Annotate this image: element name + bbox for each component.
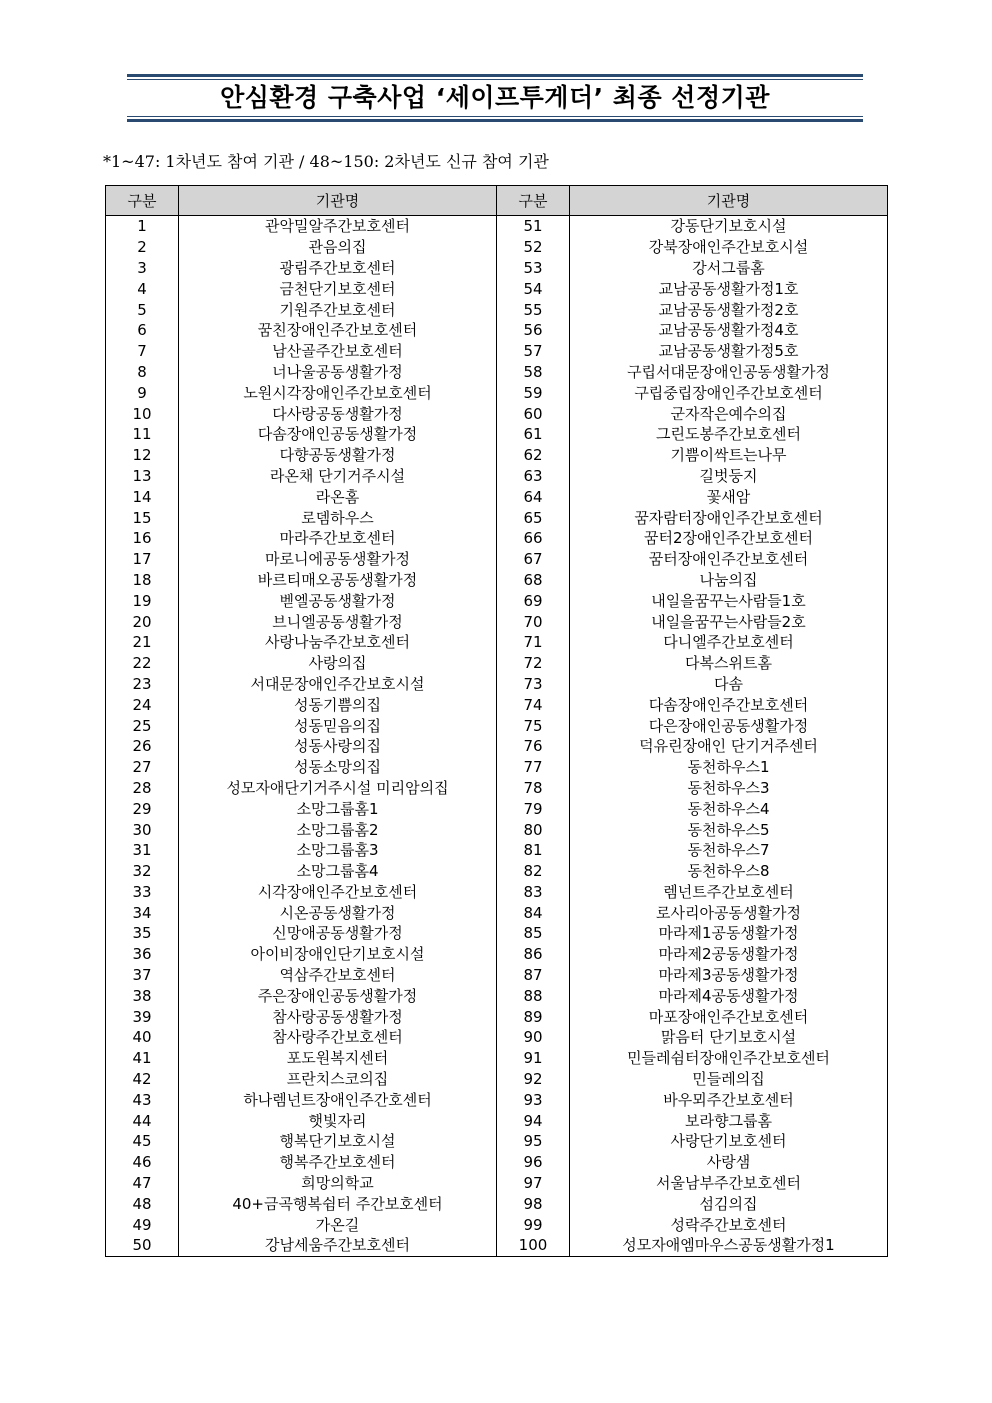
table-body xyxy=(106,216,888,1257)
institution-name-left: 관음의집 xyxy=(179,237,497,258)
row-number-right: 96 xyxy=(497,1152,570,1173)
institution-name-left: 강남세움주간보호센터 xyxy=(179,1235,497,1256)
institution-name-right: 민들레의집 xyxy=(570,1069,888,1090)
institution-name-left: 소망그룹홈1 xyxy=(179,798,497,819)
institution-name-left: 소망그룹홈3 xyxy=(179,840,497,861)
institution-name-left: 신망애공동생활가정 xyxy=(179,923,497,944)
institution-name-right: 동천하우스5 xyxy=(570,819,888,840)
row-number-left: 46 xyxy=(106,1152,179,1173)
row-number-left: 25 xyxy=(106,715,179,736)
institution-table xyxy=(105,185,888,1257)
row-number-right: 72 xyxy=(497,653,570,674)
row-number-left: 2 xyxy=(106,237,179,258)
institution-name-left: 라온채 단기거주시설 xyxy=(179,466,497,487)
table-row xyxy=(106,736,888,757)
row-number-left: 45 xyxy=(106,1131,179,1152)
institution-name-left: 브니엘공동생활가정 xyxy=(179,611,497,632)
row-number-right: 68 xyxy=(497,570,570,591)
table-row xyxy=(106,632,888,653)
row-number-right: 75 xyxy=(497,715,570,736)
row-number-left: 31 xyxy=(106,840,179,861)
institution-name-left: 성동믿음의집 xyxy=(179,715,497,736)
institution-name-left: 광림주간보호센터 xyxy=(179,258,497,279)
institution-name-right: 강북장애인주간보호시설 xyxy=(570,237,888,258)
row-number-right: 77 xyxy=(497,757,570,778)
table-row xyxy=(106,341,888,362)
table-row xyxy=(106,445,888,466)
institution-name-right: 로사리아공동생활가정 xyxy=(570,902,888,923)
row-number-left: 14 xyxy=(106,486,179,507)
row-number-left: 48 xyxy=(106,1193,179,1214)
institution-name-left: 포도원복지센터 xyxy=(179,1048,497,1069)
row-number-left: 10 xyxy=(106,403,179,424)
row-number-left: 40 xyxy=(106,1027,179,1048)
row-number-right: 64 xyxy=(497,486,570,507)
row-number-right: 58 xyxy=(497,362,570,383)
table-row xyxy=(106,1131,888,1152)
institution-name-left: 아이비장애인단기보호시설 xyxy=(179,944,497,965)
table-row xyxy=(106,944,888,965)
table-row xyxy=(106,1069,888,1090)
row-number-left: 21 xyxy=(106,632,179,653)
institution-name-right: 꽃새암 xyxy=(570,486,888,507)
table-row xyxy=(106,216,888,237)
row-number-left: 27 xyxy=(106,757,179,778)
table-row xyxy=(106,902,888,923)
table-row xyxy=(106,1214,888,1235)
institution-name-right: 구립중립장애인주간보호센터 xyxy=(570,382,888,403)
institution-name-left: 햇빛자리 xyxy=(179,1110,497,1131)
row-number-left: 42 xyxy=(106,1069,179,1090)
row-number-right: 65 xyxy=(497,507,570,528)
row-number-left: 29 xyxy=(106,798,179,819)
institution-name-left: 주은장애인공동생활가정 xyxy=(179,985,497,1006)
institution-name-left: 가온길 xyxy=(179,1214,497,1235)
institution-name-right: 동천하우스1 xyxy=(570,757,888,778)
institution-name-left: 40+금곡행복쉼터 주간보호센터 xyxy=(179,1193,497,1214)
table-row xyxy=(106,840,888,861)
row-number-right: 93 xyxy=(497,1089,570,1110)
table-row xyxy=(106,1193,888,1214)
institution-name-right: 보라향그룹홈 xyxy=(570,1110,888,1131)
row-number-left: 24 xyxy=(106,694,179,715)
institution-name-left: 희망의학교 xyxy=(179,1173,497,1194)
title-rule-top xyxy=(127,74,863,77)
institution-name-left: 다사랑공동생활가정 xyxy=(179,403,497,424)
institution-name-left: 벧엘공동생활가정 xyxy=(179,590,497,611)
table-row xyxy=(106,1027,888,1048)
institution-name-right: 동천하우스7 xyxy=(570,840,888,861)
row-number-left: 15 xyxy=(106,507,179,528)
row-number-left: 11 xyxy=(106,424,179,445)
table-row xyxy=(106,424,888,445)
institution-name-right: 성모자애엠마우스공동생활가정1 xyxy=(570,1235,888,1256)
institution-name-right: 다솜 xyxy=(570,674,888,695)
row-number-right: 90 xyxy=(497,1027,570,1048)
row-number-left: 37 xyxy=(106,965,179,986)
header-number-left: 구분 xyxy=(106,186,179,216)
institution-name-right: 교남공동생활가정5호 xyxy=(570,341,888,362)
row-number-left: 49 xyxy=(106,1214,179,1235)
institution-name-left: 성동기쁨의집 xyxy=(179,694,497,715)
row-number-left: 44 xyxy=(106,1110,179,1131)
institution-name-left: 성동사랑의집 xyxy=(179,736,497,757)
institution-name-left: 다향공동생활가정 xyxy=(179,445,497,466)
table-row xyxy=(106,570,888,591)
institution-name-right: 민들레쉼터장애인주간보호센터 xyxy=(570,1048,888,1069)
institution-name-right: 그린도봉주간보호센터 xyxy=(570,424,888,445)
institution-name-left: 기원주간보호센터 xyxy=(179,299,497,320)
row-number-right: 54 xyxy=(497,278,570,299)
table-row xyxy=(106,299,888,320)
row-number-left: 20 xyxy=(106,611,179,632)
institution-name-left: 마라주간보호센터 xyxy=(179,528,497,549)
row-number-left: 19 xyxy=(106,590,179,611)
row-number-left: 12 xyxy=(106,445,179,466)
table-row xyxy=(106,611,888,632)
table-row xyxy=(106,861,888,882)
table-row xyxy=(106,694,888,715)
row-number-right: 100 xyxy=(497,1235,570,1256)
institution-name-left: 마로니에공동생활가정 xyxy=(179,549,497,570)
row-number-left: 4 xyxy=(106,278,179,299)
institution-name-right: 내일을꿈꾸는사람들1호 xyxy=(570,590,888,611)
row-number-left: 50 xyxy=(106,1235,179,1256)
institution-name-right: 나눔의집 xyxy=(570,570,888,591)
row-number-right: 83 xyxy=(497,882,570,903)
institution-name-left: 참사랑공동생활가정 xyxy=(179,1006,497,1027)
row-number-right: 59 xyxy=(497,382,570,403)
row-number-right: 88 xyxy=(497,985,570,1006)
row-number-right: 60 xyxy=(497,403,570,424)
institution-name-right: 동천하우스3 xyxy=(570,778,888,799)
row-number-left: 47 xyxy=(106,1173,179,1194)
row-number-right: 62 xyxy=(497,445,570,466)
institution-name-left: 남산골주간보호센터 xyxy=(179,341,497,362)
table-row xyxy=(106,486,888,507)
institution-name-right: 마라제1공동생활가정 xyxy=(570,923,888,944)
row-number-right: 63 xyxy=(497,466,570,487)
institution-name-left: 성동소망의집 xyxy=(179,757,497,778)
row-number-left: 36 xyxy=(106,944,179,965)
row-number-right: 61 xyxy=(497,424,570,445)
row-number-left: 18 xyxy=(106,570,179,591)
row-number-left: 22 xyxy=(106,653,179,674)
table-row xyxy=(106,985,888,1006)
row-number-right: 80 xyxy=(497,819,570,840)
table-row xyxy=(106,653,888,674)
institution-name-left: 행복단기보호시설 xyxy=(179,1131,497,1152)
table-row xyxy=(106,1048,888,1069)
institution-name-right: 다은장애인공동생활가정 xyxy=(570,715,888,736)
table-row xyxy=(106,882,888,903)
table-row xyxy=(106,1110,888,1131)
row-number-right: 73 xyxy=(497,674,570,695)
table-row xyxy=(106,1006,888,1027)
row-number-left: 8 xyxy=(106,362,179,383)
row-number-right: 52 xyxy=(497,237,570,258)
institution-name-right: 맑음터 단기보호시설 xyxy=(570,1027,888,1048)
institution-name-left: 라온홈 xyxy=(179,486,497,507)
row-number-left: 39 xyxy=(106,1006,179,1027)
institution-name-left: 관악밀알주간보호센터 xyxy=(179,216,497,237)
row-number-right: 79 xyxy=(497,798,570,819)
table-row xyxy=(106,403,888,424)
table-row xyxy=(106,320,888,341)
row-number-left: 5 xyxy=(106,299,179,320)
table-row xyxy=(106,590,888,611)
row-number-right: 81 xyxy=(497,840,570,861)
row-number-left: 16 xyxy=(106,528,179,549)
institution-name-right: 군자작은예수의집 xyxy=(570,403,888,424)
row-number-left: 3 xyxy=(106,258,179,279)
row-number-right: 74 xyxy=(497,694,570,715)
table-row xyxy=(106,674,888,695)
row-number-left: 26 xyxy=(106,736,179,757)
row-number-right: 76 xyxy=(497,736,570,757)
institution-name-left: 다솜장애인공동생활가정 xyxy=(179,424,497,445)
row-number-right: 67 xyxy=(497,549,570,570)
table-row xyxy=(106,798,888,819)
row-number-left: 35 xyxy=(106,923,179,944)
row-number-left: 41 xyxy=(106,1048,179,1069)
table-row xyxy=(106,1089,888,1110)
institution-name-right: 구립서대문장애인공동생활가정 xyxy=(570,362,888,383)
table-row xyxy=(106,549,888,570)
institution-name-right: 성락주간보호센터 xyxy=(570,1214,888,1235)
institution-name-left: 역삼주간보호센터 xyxy=(179,965,497,986)
table-row xyxy=(106,362,888,383)
row-number-left: 9 xyxy=(106,382,179,403)
row-number-right: 51 xyxy=(497,216,570,237)
institution-name-left: 시온공동생활가정 xyxy=(179,902,497,923)
row-number-left: 34 xyxy=(106,902,179,923)
row-number-left: 13 xyxy=(106,466,179,487)
institution-name-left: 프란치스코의집 xyxy=(179,1069,497,1090)
row-number-right: 71 xyxy=(497,632,570,653)
institution-name-right: 다니엘주간보호센터 xyxy=(570,632,888,653)
title-rule-bottom-thin xyxy=(127,116,863,117)
row-number-left: 23 xyxy=(106,674,179,695)
row-number-right: 99 xyxy=(497,1214,570,1235)
institution-name-left: 시각장애인주간보호센터 xyxy=(179,882,497,903)
table-row xyxy=(106,278,888,299)
row-number-right: 69 xyxy=(497,590,570,611)
institution-name-right: 길벗둥지 xyxy=(570,466,888,487)
institution-name-left: 로뎀하우스 xyxy=(179,507,497,528)
row-number-left: 17 xyxy=(106,549,179,570)
institution-name-left: 노원시각장애인주간보호센터 xyxy=(179,382,497,403)
table-row xyxy=(106,1173,888,1194)
table-row xyxy=(106,466,888,487)
institution-name-right: 꿈터장애인주간보호센터 xyxy=(570,549,888,570)
institution-name-right: 섬김의집 xyxy=(570,1193,888,1214)
institution-name-left: 너나울공동생활가정 xyxy=(179,362,497,383)
header-name-left: 기관명 xyxy=(179,186,497,216)
row-number-right: 87 xyxy=(497,965,570,986)
institution-name-right: 교남공동생활가정4호 xyxy=(570,320,888,341)
table-row xyxy=(106,757,888,778)
page-title: 안심환경 구축사업 ‘세이프투게더’ 최종 선정기관 xyxy=(220,83,770,112)
row-number-right: 66 xyxy=(497,528,570,549)
row-number-left: 33 xyxy=(106,882,179,903)
table-row xyxy=(106,237,888,258)
row-number-right: 82 xyxy=(497,861,570,882)
institution-name-right: 다복스위트홈 xyxy=(570,653,888,674)
institution-name-right: 마라제4공동생활가정 xyxy=(570,985,888,1006)
row-number-left: 32 xyxy=(106,861,179,882)
row-number-right: 78 xyxy=(497,778,570,799)
institution-name-left: 행복주간보호센터 xyxy=(179,1152,497,1173)
participation-note: *1~47: 1차년도 참여 기관 / 48~150: 2차년도 신규 참여 기관 xyxy=(103,152,549,171)
table-row xyxy=(106,382,888,403)
institution-name-right: 바우뫼주간보호센터 xyxy=(570,1089,888,1110)
table-row xyxy=(106,507,888,528)
institution-name-right: 사랑단기보호센터 xyxy=(570,1131,888,1152)
institution-name-left: 바르티매오공동생활가정 xyxy=(179,570,497,591)
row-number-right: 55 xyxy=(497,299,570,320)
institution-name-left: 사랑나눔주간보호센터 xyxy=(179,632,497,653)
table-row xyxy=(106,715,888,736)
institution-name-right: 강동단기보호시설 xyxy=(570,216,888,237)
row-number-right: 56 xyxy=(497,320,570,341)
row-number-right: 95 xyxy=(497,1131,570,1152)
row-number-left: 38 xyxy=(106,985,179,1006)
institution-name-right: 기쁨이싹트는나무 xyxy=(570,445,888,466)
institution-name-right: 꿈자람터장애인주간보호센터 xyxy=(570,507,888,528)
institution-name-left: 금천단기보호센터 xyxy=(179,278,497,299)
institution-name-left: 소망그룹홈4 xyxy=(179,861,497,882)
row-number-right: 53 xyxy=(497,258,570,279)
table-row xyxy=(106,1152,888,1173)
row-number-right: 57 xyxy=(497,341,570,362)
row-number-left: 43 xyxy=(106,1089,179,1110)
table-header-row xyxy=(106,186,888,216)
row-number-right: 89 xyxy=(497,1006,570,1027)
table-row xyxy=(106,819,888,840)
institution-name-left: 성모자애단기거주시설 미리암의집 xyxy=(179,778,497,799)
institution-name-right: 마라제3공동생활가정 xyxy=(570,965,888,986)
table-row xyxy=(106,965,888,986)
institution-name-right: 서울남부주간보호센터 xyxy=(570,1173,888,1194)
title-box xyxy=(127,74,863,122)
table-row xyxy=(106,258,888,279)
institution-name-right: 내일을꿈꾸는사람들2호 xyxy=(570,611,888,632)
institution-name-right: 동천하우스4 xyxy=(570,798,888,819)
table-row xyxy=(106,1235,888,1256)
institution-name-right: 교남공동생활가정2호 xyxy=(570,299,888,320)
institution-name-right: 마포장애인주간보호센터 xyxy=(570,1006,888,1027)
row-number-left: 28 xyxy=(106,778,179,799)
row-number-right: 97 xyxy=(497,1173,570,1194)
row-number-right: 70 xyxy=(497,611,570,632)
row-number-right: 94 xyxy=(497,1110,570,1131)
table-row xyxy=(106,778,888,799)
row-number-left: 6 xyxy=(106,320,179,341)
row-number-right: 98 xyxy=(497,1193,570,1214)
title-rule-top-thin xyxy=(127,79,863,80)
row-number-left: 1 xyxy=(106,216,179,237)
institution-name-left: 사랑의집 xyxy=(179,653,497,674)
row-number-right: 92 xyxy=(497,1069,570,1090)
institution-name-left: 꿈친장애인주간보호센터 xyxy=(179,320,497,341)
institution-name-left: 서대문장애인주간보호시설 xyxy=(179,674,497,695)
institution-name-right: 꿈터2장애인주간보호센터 xyxy=(570,528,888,549)
institution-name-right: 동천하우스8 xyxy=(570,861,888,882)
header-name-right: 기관명 xyxy=(570,186,888,216)
institution-name-right: 다솜장애인주간보호센터 xyxy=(570,694,888,715)
table-row xyxy=(106,528,888,549)
institution-name-left: 하나렘넌트장애인주간호센터 xyxy=(179,1089,497,1110)
row-number-right: 86 xyxy=(497,944,570,965)
row-number-right: 85 xyxy=(497,923,570,944)
institution-name-left: 소망그룹홈2 xyxy=(179,819,497,840)
institution-name-left: 참사랑주간보호센터 xyxy=(179,1027,497,1048)
institution-name-right: 마라제2공동생활가정 xyxy=(570,944,888,965)
header-number-right: 구분 xyxy=(497,186,570,216)
table-row xyxy=(106,923,888,944)
row-number-left: 30 xyxy=(106,819,179,840)
institution-name-right: 교남공동생활가정1호 xyxy=(570,278,888,299)
institution-name-right: 사랑샘 xyxy=(570,1152,888,1173)
row-number-left: 7 xyxy=(106,341,179,362)
institution-name-right: 덕유린장애인 단기거주센터 xyxy=(570,736,888,757)
title-rule-bottom xyxy=(127,119,863,122)
institution-name-right: 렘넌트주간보호센터 xyxy=(570,882,888,903)
row-number-right: 84 xyxy=(497,902,570,923)
row-number-right: 91 xyxy=(497,1048,570,1069)
institution-name-right: 강서그룹홈 xyxy=(570,258,888,279)
